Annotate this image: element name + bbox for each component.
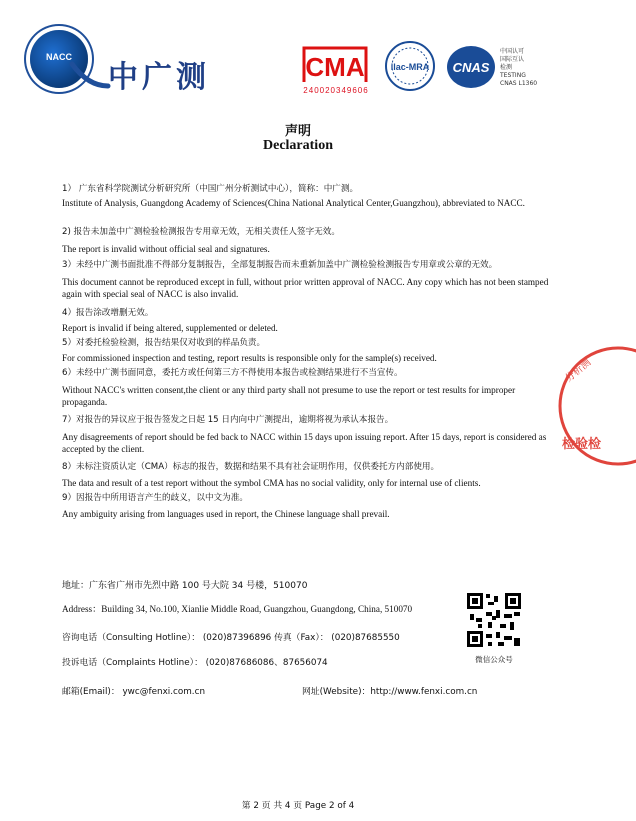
cma-number: 240020349606 bbox=[303, 86, 369, 95]
logo-name: 中广测 bbox=[108, 60, 210, 95]
clause-8-en: The data and result of a test report without the symbol CMA has no social validity, only for internal use of clients. bbox=[62, 478, 481, 488]
complaints-hotline: 投诉电话（Complaints Hotline）： (020)87686086、87656074 bbox=[62, 658, 328, 668]
cnas-line: 国际互认 bbox=[500, 56, 525, 63]
page-number: 第 2 页 共 4 页 Page 2 of 4 bbox=[241, 801, 355, 811]
clause-4-en: Report is invalid if being altered, supplemented or deleted. bbox=[62, 323, 278, 333]
cnas-line: CNAS L1360 bbox=[500, 80, 538, 87]
clause-2-cn: 2) 报告未加盖中广测检验检测报告专用章无效，无相关责任人签字无效。 bbox=[62, 227, 340, 237]
logo-swoosh-icon bbox=[70, 60, 110, 90]
official-seal-icon bbox=[556, 336, 636, 476]
declaration-title-en: Declaration bbox=[263, 138, 333, 153]
seal-arc-text: 分析测 bbox=[563, 357, 594, 385]
email-line: 邮箱(Email)： ywc@fenxi.com.cn bbox=[62, 687, 206, 697]
cnas-text: CNAS bbox=[452, 60, 490, 75]
clause-1-cn: 1） 广东省科学院测试分析研究所（中国广州分析测试中心），简称：中广测。 bbox=[62, 184, 359, 194]
address-cn: 地址：广东省广州市先烈中路 100 号大院 34 号楼，510070 bbox=[62, 581, 308, 591]
cnas-line: 检测 bbox=[500, 64, 513, 71]
clause-4-cn: 4）报告涂改增删无效。 bbox=[62, 308, 154, 318]
clause-6-en: Without NACC's written consent,the client or any third party shall not presume to use the report or test results for improper propaganda. bbox=[62, 385, 516, 407]
clause-5-cn: 5）对委托检验检测，报告结果仅对收到的样品负责。 bbox=[62, 338, 266, 348]
logo-badge-text: NACC bbox=[46, 52, 72, 62]
clause-2-en: The report is invalid without official seal and signatures. bbox=[62, 244, 270, 254]
consulting-hotline: 咨询电话（Consulting Hotline）： (020)87396896 传真（Fax）： (020)87685550 bbox=[62, 633, 400, 643]
ilac-text: ilac-MRA bbox=[390, 62, 430, 72]
clause-7-cn: 7）对报告的异议应于报告签发之日起 15 日内向中广测提出，逾期将视为承认本报告。 bbox=[62, 415, 394, 425]
clause-7-en: Any disagreements of report should be fed back to NACC within 15 days upon issuing report. After 15 days, report is considered as accepted by the client. bbox=[62, 432, 547, 454]
cnas-icon bbox=[446, 44, 496, 90]
ilac-mra-icon bbox=[384, 40, 436, 92]
clause-1-en: Institute of Analysis, Guangdong Academy of Sciences(China National Analytical Center,Guangzhou), abbreviated to NACC. bbox=[62, 198, 525, 208]
declaration-title-cn: 声明 bbox=[284, 124, 311, 139]
cma-mark-icon bbox=[300, 44, 370, 86]
website-line: 网址(Website)：http://www.fenxi.com.cn bbox=[302, 687, 478, 697]
clause-9-en: Any ambiguity arising from languages used in report, the Chinese language shall prevail. bbox=[62, 509, 390, 519]
seal-text: 检验检 bbox=[562, 437, 602, 452]
clause-6-cn: 6）未经中广测书面同意，委托方或任何第三方不得使用本报告或检测结果进行不当宣传。 bbox=[62, 368, 403, 378]
clause-3-en: This document cannot be reproduced except in full, without prior written approval of NACC. Any copy which has not been stamped again with special seal of NACC is also invalid. bbox=[62, 277, 549, 299]
address-en: Address：Building 34, No.100, Xianlie Middle Road, Guangzhou, Guangdong, China, 510070 bbox=[62, 604, 413, 614]
clause-5-en: For commissioned inspection and testing, report results is responsible only for the sample(s) received. bbox=[62, 353, 437, 363]
clause-9-cn: 9）因报告中所用语言产生的歧义，以中文为准。 bbox=[62, 493, 248, 503]
qr-label: 微信公众号 bbox=[475, 655, 513, 664]
qr-code-icon bbox=[466, 592, 522, 648]
cnas-line: TESTING bbox=[500, 72, 526, 79]
clause-3-cn: 3）未经中广测书面批准不得部分复制报告，全部复制报告而未重新加盖中广测检验检测报告专用章或公章的无效。 bbox=[62, 260, 498, 270]
cnas-caption bbox=[500, 48, 537, 88]
cma-mark-text: CMA bbox=[305, 52, 365, 82]
cnas-line: 中国认可 bbox=[500, 48, 525, 55]
clause-8-cn: 8）未标注资质认定（CMA）标志的报告，数据和结果不具有社会证明作用，仅供委托方内部使用。 bbox=[62, 462, 440, 472]
